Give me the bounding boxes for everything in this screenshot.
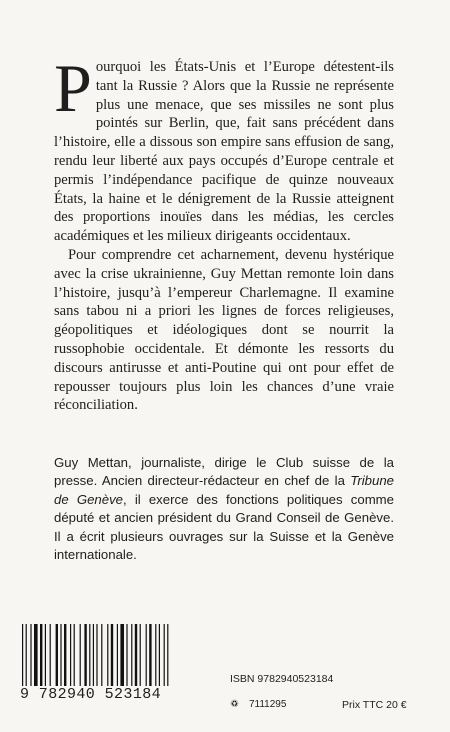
barcode-bar xyxy=(155,624,156,686)
author-bio xyxy=(54,454,394,564)
barcode-bar xyxy=(60,624,61,686)
barcode-bar xyxy=(131,624,132,686)
barcode-bar xyxy=(164,624,165,686)
barcode-bar xyxy=(126,624,127,686)
distributor-code xyxy=(230,699,286,710)
barcode-bar xyxy=(120,624,124,686)
barcode-bar xyxy=(30,624,31,686)
barcode-bar xyxy=(70,624,71,686)
barcode-bar xyxy=(56,624,58,686)
barcode-bar xyxy=(89,624,90,686)
barcode-bar xyxy=(80,624,81,686)
barcode-bar xyxy=(84,624,86,686)
barcode-bar xyxy=(107,624,108,686)
blurb-paragraph-2: Pour comprendre cet acharnement, devenu hystérique avec la crise ukrainienne, Guy Mettan remonte loin dans l’histoire, jusqu’à l’empereur Charlemagne. Il examine sans tabou ni a priori les lignes de forces religieuses, géopolitiques et idéologiques dont se nourrit la russophobie occidentale. Et démonte les ressorts du discours antirusse et anti-Poutine qui ont pour effet de repousser toujours plus loin les chances d’une vraie réconciliation. xyxy=(54,246,394,414)
barcode-bar xyxy=(22,624,23,686)
barcode-bar xyxy=(117,624,118,686)
drop-cap: P xyxy=(54,50,92,126)
author-bio-text-2: , il exerce des fonctions politiques comme député et ancien président du Grand Conseil de Genève. Il a écrit plusieurs ouvrages sur la Suisse et la Genève internationale. xyxy=(54,491,394,563)
barcode-bar xyxy=(101,624,102,686)
distributor-code-number: 7111295 xyxy=(248,699,287,710)
barcode-bar xyxy=(45,624,46,686)
barcode-bar xyxy=(146,624,147,686)
back-cover-blurb xyxy=(54,50,394,415)
blurb-paragraph-1 xyxy=(54,50,394,246)
barcode-bar xyxy=(26,624,27,686)
barcode-bar xyxy=(50,624,51,686)
price-label: Prix TTC 20 € xyxy=(342,699,407,711)
barcode-digits: 9 782940 523184 xyxy=(20,686,162,703)
barcode-bar xyxy=(111,624,113,686)
barcode xyxy=(20,624,183,706)
barcode-bar xyxy=(64,624,66,686)
barcode-bar xyxy=(159,624,160,686)
blurb-paragraph-1-text: ourquoi les États-Unis et l’Europe détestent-ils tant la Russie ? Alors que la Russie ne représente plus une menace, que ses missiles ne sont plus pointés sur Berlin, que, fait sans précédent dans l’histoire, elle a dissous son empire sans effusion de sang, rendu leur liberté aux pays occupés d’Europe centrale et permis l’indépendance pacifique de quinze nouveaux États, la haine et le dénigrement de la Russie atteignent des proportions inouïes dans les médias, les cercles académiques et les milieux dirigeants occidentaux. xyxy=(54,59,394,245)
barcode-bar xyxy=(96,624,97,686)
barcode-bar xyxy=(74,624,75,686)
barcode-bars xyxy=(22,624,182,686)
barcode-bar xyxy=(93,624,94,686)
author-bio-italic: Tribune de Genève xyxy=(54,473,394,507)
barcode-bar xyxy=(135,624,137,686)
barcode-bar xyxy=(40,624,42,686)
barcode-bar xyxy=(34,624,38,686)
recycle-mark-icon: ♽ xyxy=(230,699,239,710)
barcode-bar xyxy=(167,624,168,686)
author-bio-text-1: Guy Mettan, journaliste, dirige le Club suisse de la presse. Ancien directeur-rédacteur en chef de la xyxy=(54,455,394,489)
barcode-bar xyxy=(140,624,141,686)
isbn-label: ISBN 9782940523184 xyxy=(230,673,334,685)
barcode-bar xyxy=(149,624,151,686)
